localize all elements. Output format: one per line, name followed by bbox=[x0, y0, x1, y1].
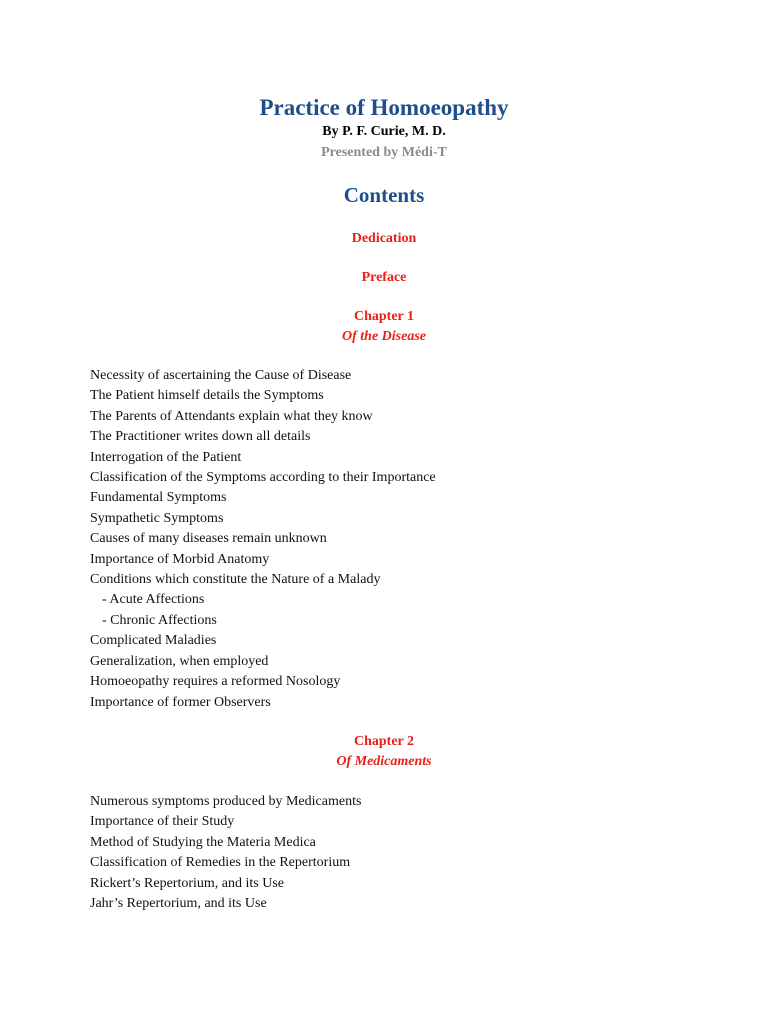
chapter-1-items bbox=[90, 366, 436, 713]
toc-item: Interrogation of the Patient bbox=[90, 449, 242, 465]
toc-item: The Patient himself details the Symptoms bbox=[90, 388, 324, 404]
toc-subitem: - Chronic Affections bbox=[102, 612, 217, 628]
toc-item: The Practitioner writes down all details bbox=[90, 429, 311, 445]
toc-item: Causes of many diseases remain unknown bbox=[90, 531, 327, 547]
toc-item: The Parents of Attendants explain what they know bbox=[90, 408, 373, 424]
toc-item: Conditions which constitute the Nature of a Malady bbox=[90, 572, 381, 588]
toc-item: Fundamental Symptoms bbox=[90, 490, 227, 506]
toc-dedication-link[interactable]: Dedication bbox=[351, 231, 417, 246]
chapter-2-subtitle[interactable]: Of Medicaments bbox=[336, 754, 432, 769]
toc-item: Importance of Morbid Anatomy bbox=[90, 551, 270, 567]
chapter-1-heading[interactable]: Chapter 1 bbox=[353, 309, 415, 324]
toc-item: Importance of former Observers bbox=[90, 694, 271, 710]
toc-item: Method of Studying the Materia Medica bbox=[90, 834, 316, 850]
contents-heading: Contents bbox=[343, 183, 425, 207]
toc-preface-link[interactable]: Preface bbox=[361, 270, 407, 285]
toc-item: Classification of the Symptoms according to their Importance bbox=[90, 470, 436, 486]
chapter-2-items bbox=[90, 792, 361, 914]
toc-item: Rickert’s Repertorium, and its Use bbox=[90, 875, 285, 891]
toc-item: Sympathetic Symptoms bbox=[90, 510, 224, 526]
document-author: By P. F. Curie, M. D. bbox=[322, 124, 446, 139]
toc-item: Homoeopathy requires a reformed Nosology bbox=[90, 674, 341, 690]
document-title: Practice of Homoeopathy bbox=[259, 95, 509, 120]
toc-item: Complicated Maladies bbox=[90, 633, 217, 649]
chapter-2-heading[interactable]: Chapter 2 bbox=[353, 734, 415, 749]
toc-subitem: - Acute Affections bbox=[102, 592, 205, 608]
toc-item: Generalization, when employed bbox=[90, 653, 269, 669]
toc-item: Jahr’s Repertorium, and its Use bbox=[90, 896, 267, 912]
chapter-1-subtitle[interactable]: Of the Disease bbox=[342, 329, 426, 344]
toc-item: Necessity of ascertaining the Cause of Disease bbox=[90, 368, 352, 383]
toc-item: Importance of their Study bbox=[90, 814, 235, 830]
presented-by: Presented by Médi-T bbox=[321, 145, 447, 160]
toc-item: Classification of Remedies in the Repertorium bbox=[90, 855, 351, 871]
toc-item: Numerous symptoms produced by Medicaments bbox=[90, 794, 362, 809]
